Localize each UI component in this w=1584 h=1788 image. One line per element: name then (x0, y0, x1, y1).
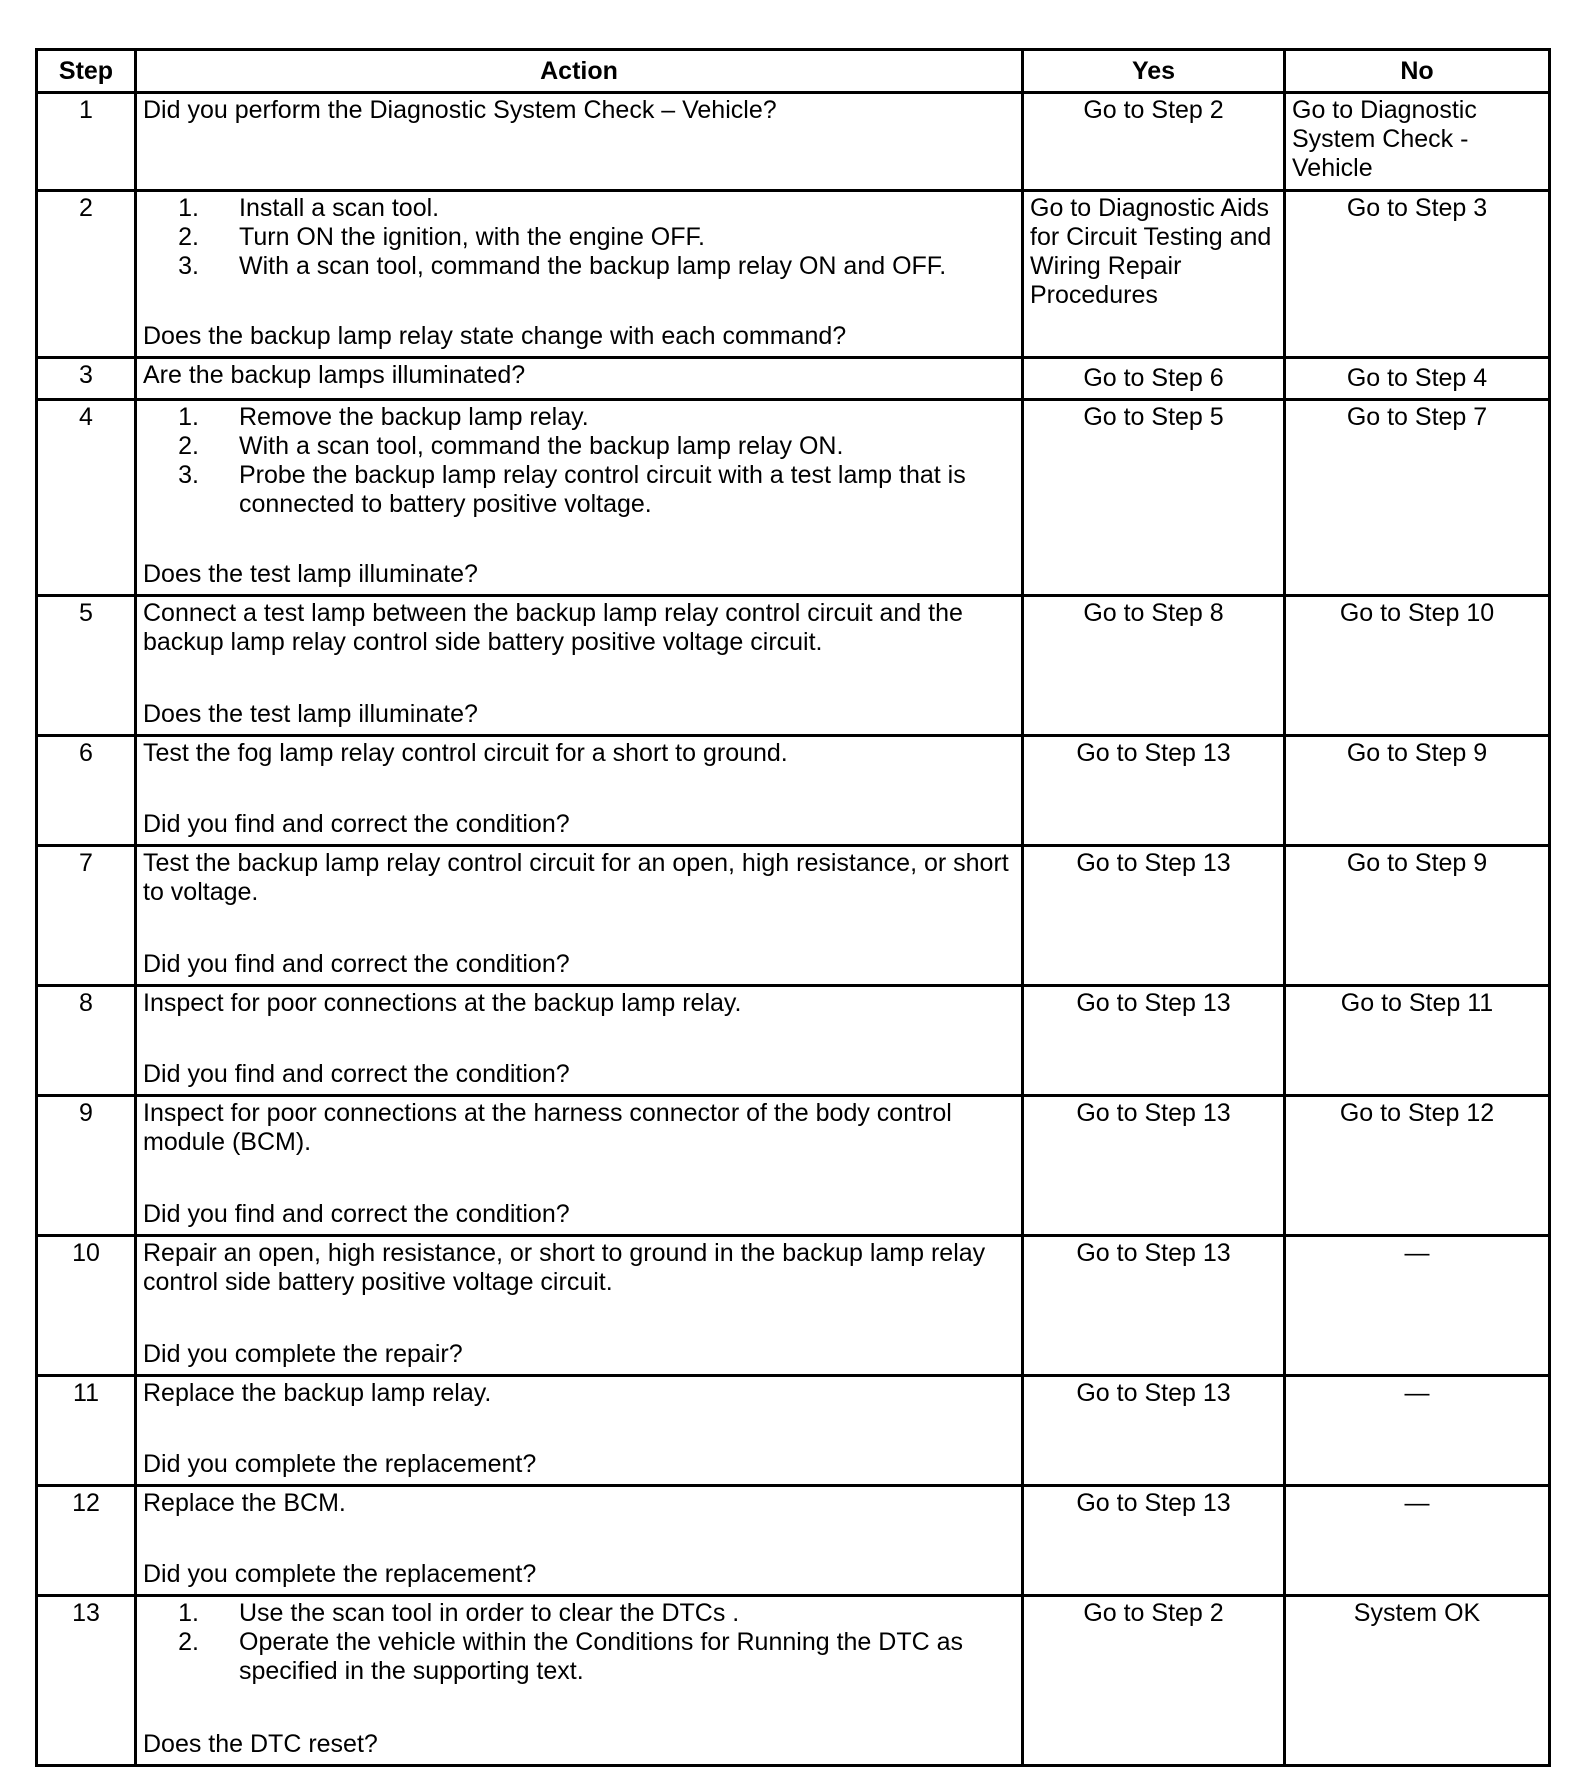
step-number: 6 (37, 736, 136, 846)
table-header-row (37, 50, 1550, 93)
action-text: Test the backup lamp relay control circuit for an open, high resistance, or short to voltage. (143, 849, 1009, 906)
list-item (143, 223, 1015, 252)
yes-result: Go to Step 6 (1023, 358, 1285, 400)
list-item (143, 461, 1015, 519)
list-item (143, 432, 1015, 461)
action-instructions (143, 599, 1015, 657)
list-item-text: Operate the vehicle within the Conditions for Running the DTC as specified in the supporting text. (239, 1628, 963, 1685)
action-question: Did you find and correct the condition? (143, 950, 570, 978)
table-body (37, 93, 1550, 1766)
no-result: Go to Step 7 (1285, 400, 1550, 596)
list-item-number: 1. (178, 194, 199, 222)
yes-result: Go to Step 2 (1023, 1596, 1285, 1766)
yes-result: Go to Step 13 (1023, 846, 1285, 986)
action-cell (136, 358, 1023, 400)
list-item (143, 194, 1015, 223)
step-number: 13 (37, 1596, 136, 1766)
header-no: No (1285, 50, 1550, 93)
action-cell (136, 1486, 1023, 1596)
action-instructions (143, 403, 1015, 519)
action-question: Does the test lamp illuminate? (143, 700, 478, 728)
table-row (37, 736, 1550, 846)
table-row (37, 1096, 1550, 1236)
table-row (37, 596, 1550, 736)
step-number: 3 (37, 358, 136, 400)
step-number: 4 (37, 400, 136, 596)
action-instructions (143, 849, 1015, 907)
action-cell (136, 93, 1023, 191)
table-row (37, 846, 1550, 986)
no-result: — (1285, 1486, 1550, 1596)
action-cell (136, 736, 1023, 846)
no-result: Go to Step 10 (1285, 596, 1550, 736)
action-question: Did you complete the replacement? (143, 1560, 537, 1588)
diagnostic-document (35, 48, 1548, 1767)
yes-result: Go to Step 5 (1023, 400, 1285, 596)
action-instructions (143, 739, 1015, 768)
list-item-text: With a scan tool, command the backup lamp relay ON. (239, 432, 844, 460)
yes-result: Go to Step 2 (1023, 93, 1285, 191)
action-instructions (143, 989, 1015, 1018)
table-row (37, 358, 1550, 400)
action-question: Did you find and correct the condition? (143, 1200, 570, 1228)
table-row (37, 986, 1550, 1096)
yes-result: Go to Step 13 (1023, 1486, 1285, 1596)
yes-result: Go to Step 13 (1023, 986, 1285, 1096)
yes-result: Go to Step 8 (1023, 596, 1285, 736)
action-cell (136, 846, 1023, 986)
list-item-text: Probe the backup lamp relay control circuit with a test lamp that is connected to battery positive voltage. (239, 461, 966, 518)
action-instructions (143, 1239, 1015, 1297)
step-number: 8 (37, 986, 136, 1096)
step-number: 7 (37, 846, 136, 986)
numbered-list (143, 1599, 1015, 1686)
action-instructions (143, 1599, 1015, 1686)
list-item-number: 2. (178, 432, 199, 460)
no-result: Go to Step 4 (1285, 358, 1550, 400)
no-result: — (1285, 1376, 1550, 1486)
yes-result: Go to Step 13 (1023, 1376, 1285, 1486)
header-action: Action (136, 50, 1023, 93)
action-instructions (143, 194, 1015, 281)
list-item (143, 1628, 1015, 1686)
numbered-list (143, 194, 1015, 281)
step-number: 2 (37, 191, 136, 358)
no-result: Go to Step 9 (1285, 846, 1550, 986)
action-cell (136, 1236, 1023, 1376)
list-item-text: With a scan tool, command the backup lamp relay ON and OFF. (239, 252, 947, 280)
list-item-text: Remove the backup lamp relay. (239, 403, 589, 431)
action-question: Did you find and correct the condition? (143, 810, 570, 838)
no-result: Go to Diagnostic System Check - Vehicle (1285, 93, 1550, 191)
list-item (143, 403, 1015, 432)
action-text: Inspect for poor connections at the backup lamp relay. (143, 989, 742, 1017)
yes-result: Go to Step 13 (1023, 736, 1285, 846)
table-row (37, 191, 1550, 358)
table-row (37, 400, 1550, 596)
action-text: Repair an open, high resistance, or short to ground in the backup lamp relay control side battery positive voltage circuit. (143, 1239, 986, 1296)
list-item (143, 252, 1015, 281)
no-result: — (1285, 1236, 1550, 1376)
action-text: Did you perform the Diagnostic System Check – Vehicle? (143, 96, 777, 124)
action-text: Test the fog lamp relay control circuit for a short to ground. (143, 739, 788, 767)
action-cell (136, 1596, 1023, 1766)
no-result: Go to Step 3 (1285, 191, 1550, 358)
diagnostic-table (35, 48, 1551, 1767)
no-result: Go to Step 9 (1285, 736, 1550, 846)
action-cell (136, 191, 1023, 358)
yes-result: Go to Diagnostic Aids for Circuit Testing and Wiring Repair Procedures (1023, 191, 1285, 358)
list-item-text: Use the scan tool in order to clear the DTCs . (239, 1599, 740, 1627)
action-text: Connect a test lamp between the backup lamp relay control circuit and the backup lamp relay control side battery positive voltage circuit. (143, 599, 963, 656)
action-text: Replace the BCM. (143, 1489, 346, 1517)
header-yes: Yes (1023, 50, 1285, 93)
action-text: Inspect for poor connections at the harness connector of the body control module (BCM). (143, 1099, 952, 1156)
action-question: Did you complete the repair? (143, 1340, 463, 1368)
step-number: 12 (37, 1486, 136, 1596)
list-item-text: Turn ON the ignition, with the engine OFF. (239, 223, 705, 251)
list-item-text: Install a scan tool. (239, 194, 440, 222)
step-number: 5 (37, 596, 136, 736)
action-cell (136, 400, 1023, 596)
action-text: Replace the backup lamp relay. (143, 1379, 492, 1407)
table-row (37, 1236, 1550, 1376)
step-number: 11 (37, 1376, 136, 1486)
list-item (143, 1599, 1015, 1628)
step-number: 10 (37, 1236, 136, 1376)
list-item-number: 2. (178, 223, 199, 251)
no-result: Go to Step 12 (1285, 1096, 1550, 1236)
action-instructions (143, 1379, 1015, 1408)
table-row (37, 1376, 1550, 1486)
action-question: Did you find and correct the condition? (143, 1060, 570, 1088)
yes-result: Go to Step 13 (1023, 1236, 1285, 1376)
action-instructions (143, 1489, 1015, 1518)
table-row (37, 1596, 1550, 1766)
action-question: Does the backup lamp relay state change with each command? (143, 322, 847, 350)
list-item-number: 1. (178, 403, 199, 431)
yes-result: Go to Step 13 (1023, 1096, 1285, 1236)
table-row (37, 93, 1550, 191)
step-number: 1 (37, 93, 136, 191)
step-number: 9 (37, 1096, 136, 1236)
action-instructions (143, 96, 1015, 125)
header-step: Step (37, 50, 136, 93)
table-row (37, 1486, 1550, 1596)
action-cell (136, 1376, 1023, 1486)
no-result: System OK (1285, 1596, 1550, 1766)
list-item-number: 3. (178, 461, 199, 489)
action-question: Does the test lamp illuminate? (143, 560, 478, 588)
action-instructions (143, 1099, 1015, 1157)
action-cell (136, 1096, 1023, 1236)
list-item-number: 1. (178, 1599, 199, 1627)
list-item-number: 2. (178, 1628, 199, 1656)
list-item-number: 3. (178, 252, 199, 280)
action-instructions (143, 361, 1015, 390)
no-result: Go to Step 11 (1285, 986, 1550, 1096)
action-question: Did you complete the replacement? (143, 1450, 537, 1478)
action-question: Does the DTC reset? (143, 1730, 378, 1758)
action-text: Are the backup lamps illuminated? (143, 361, 526, 389)
numbered-list (143, 403, 1015, 519)
action-cell (136, 986, 1023, 1096)
action-cell (136, 596, 1023, 736)
